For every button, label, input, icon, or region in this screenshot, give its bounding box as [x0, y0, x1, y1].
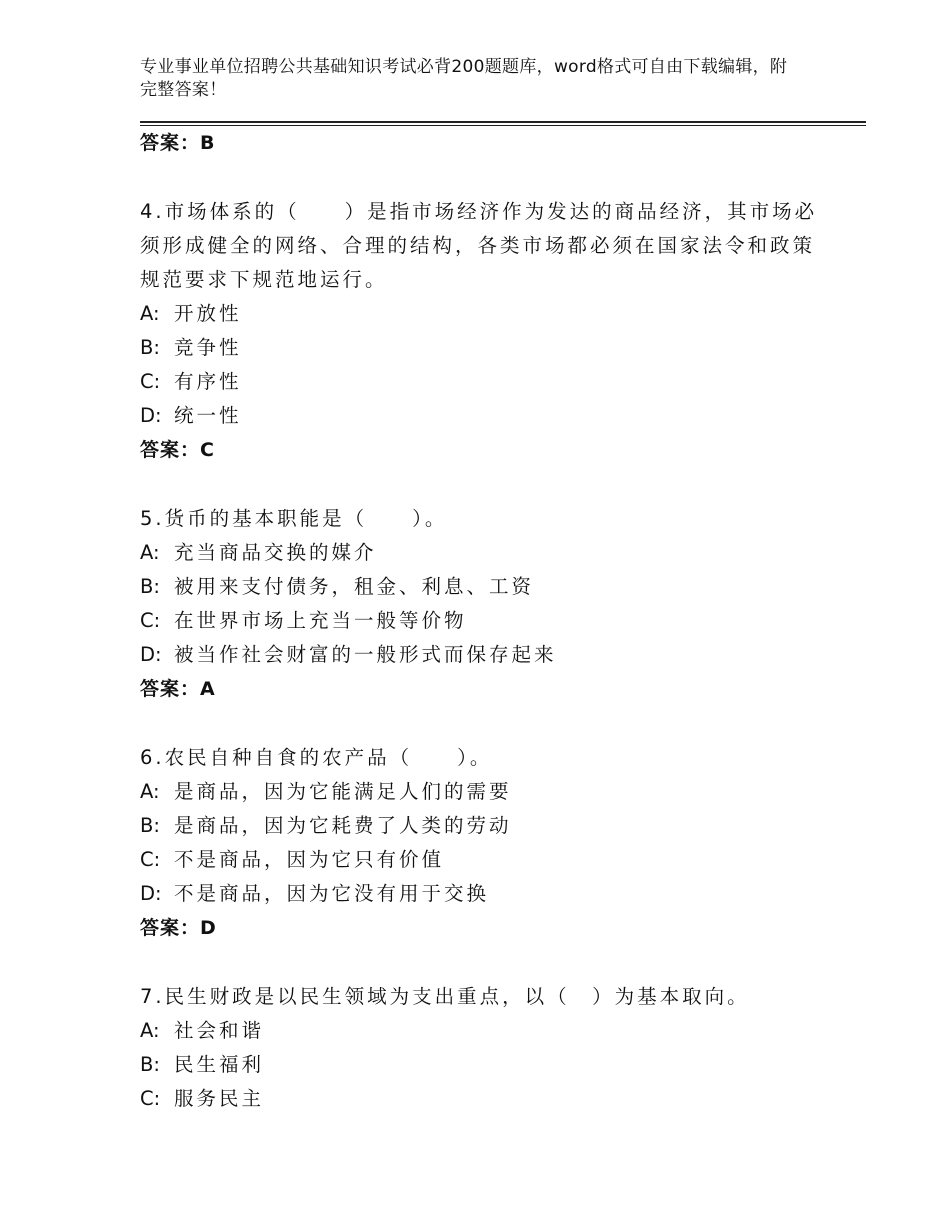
option-4d [140, 399, 242, 433]
option-text: 民生福利 [174, 1053, 265, 1076]
option-4c [140, 365, 242, 399]
option-letter: C: [140, 370, 161, 393]
option-text: 被用来支付债务，租金、利息、工资 [174, 575, 535, 598]
answer-q3: 答案：B [140, 132, 216, 154]
answer-q5: 答案：A [140, 678, 216, 700]
option-letter: D: [140, 643, 162, 666]
option-letter: D: [140, 404, 162, 427]
question-6 [140, 741, 800, 775]
header-divider [140, 121, 866, 123]
page-header: 专业事业单位招聘公共基础知识考试必背200题题库，word格式可自由下载编辑，附完整答案！ [140, 57, 788, 100]
question-text-line: 6.农民自种自食的农产品（ ）。 [140, 746, 493, 769]
question-text-line: 规范要求下规范地运行。 [140, 268, 388, 291]
option-letter: A: [140, 541, 160, 564]
option-6d [140, 877, 489, 911]
question-text-line: 4.市场体系的（ ）是指市场经济作为发达的商品经济，其市场必 [140, 200, 818, 223]
option-4b [140, 331, 242, 365]
question-text-line: 7.民生财政是以民生领域为支出重点，以（ ）为基本取向。 [140, 985, 750, 1008]
option-text: 是商品，因为它耗费了人类的劳动 [174, 814, 512, 837]
question-text-line: 5.货币的基本职能是（ ）。 [140, 507, 448, 530]
option-6c [140, 843, 444, 877]
option-text: 在世界市场上充当一般等价物 [174, 609, 467, 632]
option-text: 统一性 [174, 404, 242, 427]
option-7b [140, 1048, 264, 1082]
option-4a [140, 297, 242, 331]
question-4 [140, 195, 818, 297]
option-letter: A: [140, 302, 160, 325]
option-5a [140, 536, 377, 570]
option-text: 被当作社会财富的一般形式而保存起来 [174, 643, 557, 666]
option-text: 服务民主 [174, 1087, 265, 1110]
option-letter: A: [140, 780, 160, 803]
option-text: 不是商品，因为它只有价值 [174, 848, 445, 871]
option-text: 开放性 [174, 302, 242, 325]
option-letter: B: [140, 336, 160, 359]
option-letter: B: [140, 1053, 160, 1076]
option-text: 充当商品交换的媒介 [174, 541, 377, 564]
option-letter: D: [140, 882, 162, 905]
option-text: 社会和谐 [174, 1019, 265, 1042]
option-6b [140, 809, 512, 843]
option-5b [140, 570, 534, 604]
option-5c [140, 604, 467, 638]
answer-q6: 答案：D [140, 917, 217, 939]
header-divider-thin [140, 125, 866, 126]
option-7a [140, 1014, 264, 1048]
answer-q4: 答案：C [140, 439, 215, 461]
option-6a [140, 775, 512, 809]
option-text: 竞争性 [174, 336, 242, 359]
option-letter: C: [140, 848, 161, 871]
option-letter: C: [140, 609, 161, 632]
option-letter: C: [140, 1087, 161, 1110]
option-letter: B: [140, 575, 160, 598]
option-letter: B: [140, 814, 160, 837]
question-7 [140, 980, 800, 1014]
option-text: 不是商品，因为它没有用于交换 [174, 882, 490, 905]
option-letter: A: [140, 1019, 160, 1042]
option-text: 是商品，因为它能满足人们的需要 [174, 780, 512, 803]
question-text-line: 须形成健全的网络、合理的结构，各类市场都必须在国家法令和政策 [140, 234, 816, 257]
option-text: 有序性 [174, 370, 242, 393]
option-5d [140, 638, 557, 672]
option-7c [140, 1082, 264, 1116]
question-5 [140, 502, 800, 536]
